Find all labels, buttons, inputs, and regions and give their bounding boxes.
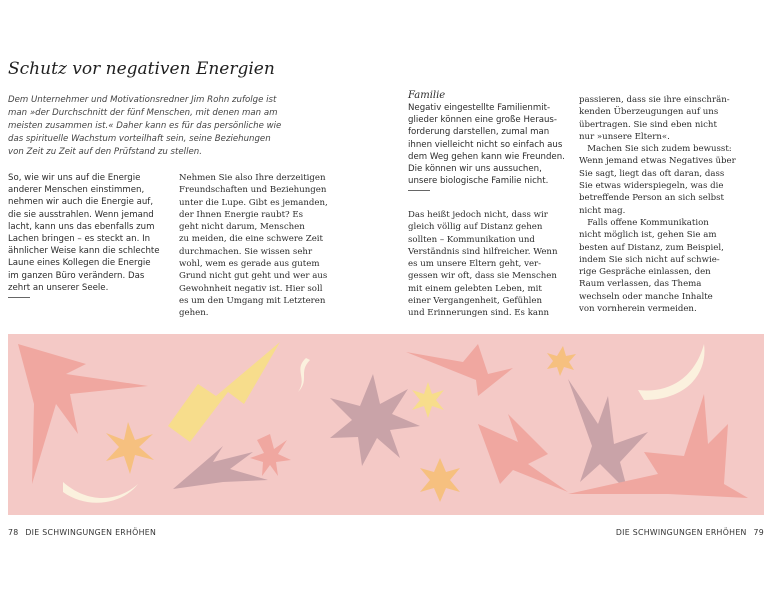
text-line: Sie sagt, liegt das oft daran, dass (579, 168, 725, 179)
text-line: nur »unsere Eltern«. (579, 131, 670, 142)
text-line: rige Gespräche einlassen, den (579, 267, 711, 278)
text-line: von vornherein vermeiden. (579, 304, 697, 315)
text-line: unsere biologische Familie nicht. (408, 176, 549, 187)
text-line: gehen. (179, 308, 209, 319)
text-line: So, wie wir uns auf die Energie (8, 173, 141, 183)
column-3 (408, 90, 565, 191)
text-line: Die können wir uns aussuchen, (408, 164, 542, 175)
footer-left (8, 528, 156, 537)
intro-line: meisten zusammen ist.« Daher kann es für das persönliche wie (8, 121, 282, 131)
text-line: Gewohnheit negativ ist. Hier soll (179, 283, 323, 294)
text-line: Machen Sie sich zudem bewusst: (579, 144, 732, 155)
text-line: es um unsere Eltern geht, ver- (408, 259, 542, 270)
text-line: Laune eines Kollegen die Energie (8, 258, 151, 269)
text-line: wohl, wem es gerade aus gutem (179, 259, 320, 270)
text-line: Lachen bringen – es steckt an. In (8, 234, 151, 245)
text-line: Wenn jemand etwas Negatives über (579, 156, 736, 167)
intro-text (8, 94, 298, 159)
page-number-right: 79 (753, 528, 764, 537)
text-line: lacht, kann uns das ebenfalls zum (8, 221, 155, 232)
text-line: zehrt an unserer Seele. (8, 282, 109, 293)
text-line: übertragen. Sie sind eben nicht (579, 119, 717, 130)
divider (8, 297, 30, 298)
text-line: nicht mag. (579, 205, 626, 216)
text-line: passieren, dass sie ihre einschrän- (579, 95, 730, 105)
text-line: Freundschaften und Beziehungen (179, 185, 327, 196)
text-line: ähnlicher Weise kann die schlechte (8, 246, 160, 257)
family-box (408, 102, 565, 191)
text-line: der Ihnen Energie raubt? Es (179, 209, 304, 220)
text-line: wechseln oder manche Inhalte (579, 291, 713, 302)
footer-right (616, 528, 764, 537)
text-line: gleich völlig auf Distanz gehen (408, 222, 543, 233)
page-title: Schutz vor negativen Energien (8, 59, 275, 79)
text-line: Grund nicht gut geht und wer aus (179, 271, 328, 282)
running-title-left: DIE SCHWINGUNGEN ERHÖHEN (25, 528, 157, 537)
text-line: einer Vergangenheit, Gefühlen (408, 296, 543, 307)
running-title-right: DIE SCHWINGUNGEN ERHÖHEN (615, 528, 747, 537)
subheading-familie: Familie (408, 90, 446, 101)
text-line: forderung darstellen, zumal man (408, 127, 550, 138)
text-line: im ganzen Büro verändern. Das (8, 270, 145, 281)
text-line: ihnen vielleicht nicht so einfach aus (408, 139, 563, 150)
text-line: dem Weg gehen kann wie Freunden. (408, 151, 565, 162)
column-3-body (408, 209, 558, 320)
text-line: die sie ausstrahlen. Wenn jemand (8, 209, 154, 220)
decorative-illustration (8, 334, 764, 515)
text-line: Das heißt jedoch nicht, dass wir (408, 210, 548, 220)
text-line: besten auf Distanz, zum Beispiel, (579, 242, 724, 253)
text-line: Sie etwas widerspiegeln, was die (579, 181, 724, 192)
intro-line: von Zeit zu Zeit auf den Prüfstand zu stellen. (8, 147, 202, 157)
text-line: geht nicht darum, Menschen (179, 222, 305, 233)
text-line: es um den Umgang mit Letzteren (179, 295, 326, 306)
text-line: nicht möglich ist, gehen Sie am (579, 230, 717, 241)
text-line: und Erinnerungen sind. Es kann (408, 308, 550, 319)
text-line: kenden Überzeugungen auf uns (579, 107, 719, 118)
text-line: Verständnis sind hilfreicher. Wenn (408, 246, 558, 257)
column-2 (179, 172, 328, 320)
text-line: anderer Menschen einstimmen, (8, 185, 145, 196)
text-line: betreffende Person an sich selbst (579, 193, 724, 204)
text-line: unter die Lupe. Gibt es jemanden, (179, 197, 328, 208)
text-line: nehmen wir auch die Energie auf, (8, 197, 154, 208)
intro-line: Dem Unternehmer und Motivationsredner Jim Rohn zufolge ist (8, 95, 277, 105)
divider (408, 190, 430, 191)
text-line: Negativ eingestellte Familienmit- (408, 103, 551, 113)
text-line: indem Sie sich nicht auf schwie- (579, 254, 720, 265)
text-line: mit einem gelebten Leben, mit (408, 283, 542, 294)
intro-line: das spirituelle Wachstum vorteilhaft sein, seine Beziehungen (8, 134, 271, 144)
text-line: gessen wir oft, dass sie Menschen (408, 271, 557, 282)
text-line: sollten – Kommunikation und (408, 234, 535, 245)
text-line: glieder können eine große Heraus- (408, 115, 558, 126)
text-line: zu meiden, die eine schwere Zeit (179, 234, 323, 245)
intro-line: man »der Durchschnitt der fünf Menschen, mit denen man am (8, 108, 278, 118)
column-1 (8, 172, 160, 298)
text-line: Raum verlassen, das Thema (579, 279, 702, 290)
text-line: durchmachen. Sie wissen sehr (179, 246, 313, 257)
text-line: Nehmen Sie also Ihre derzeitigen (179, 173, 326, 183)
page-number-left: 78 (8, 528, 19, 537)
column-4 (579, 94, 736, 315)
text-line: Falls offene Kommunikation (579, 217, 709, 228)
